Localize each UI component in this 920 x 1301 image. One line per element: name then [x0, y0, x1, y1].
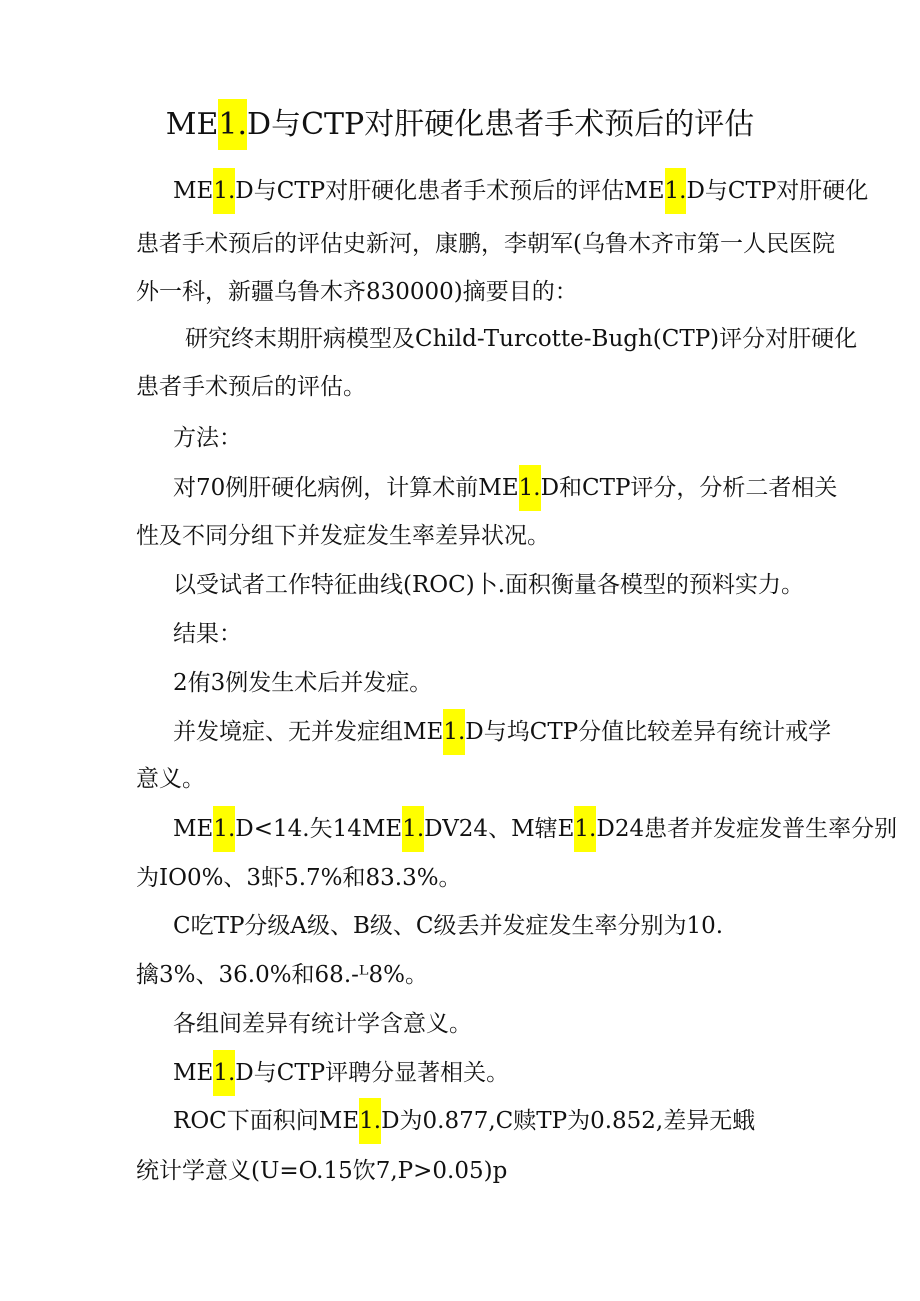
text-run: 对70例肝硬化病例，计算术前ME [173, 475, 519, 501]
text-run: D与CTP对肝硬化 [686, 178, 869, 204]
text-run: C吃TP分级A级、B级、C级丢并发症发生率分别为10. [173, 913, 724, 939]
text-run: 结果： [173, 621, 242, 647]
text-run: D为0.877,C赎TP为0.852,差异无蛾 [381, 1108, 756, 1134]
paragraph-line [136, 959, 428, 991]
text-run: ME [173, 816, 214, 842]
text-run: D和CTP评分，分析二者相关 [540, 475, 838, 501]
paragraph-line [136, 228, 835, 260]
paragraph-line [173, 910, 723, 942]
text-run: D24患者并发症发普生率分别 [596, 816, 898, 842]
paragraph-line [173, 1008, 472, 1040]
title-text: D与CTP对肝硬化患者手术预后的评估 [247, 107, 755, 142]
text-run: 统计学意义(U=O.15饮7,P>0.05)p [136, 1158, 508, 1184]
paragraph-line [173, 813, 897, 845]
text-run: 患者手术预后的评估。 [136, 374, 366, 400]
text-run: D与坞CTP分值比较差异有统计戒学 [465, 719, 832, 745]
text-run: 研究终末期肝病模型及Child-Turcotte-Bugh(CTP)评分对肝硬化 [185, 326, 858, 352]
paragraph-line [173, 422, 242, 454]
highlight-run: 1. [574, 806, 596, 852]
highlight-run: 1. [213, 1050, 235, 1096]
highlight-run: 1. [402, 806, 424, 852]
paragraph-line [173, 175, 868, 207]
text-run: 各组间差异有统计学含意义。 [173, 1011, 472, 1037]
text-run: ME [173, 178, 214, 204]
paragraph-line [173, 1105, 755, 1137]
text-run: D<14.矢14ME [235, 816, 403, 842]
highlight-run: 1. [443, 709, 465, 755]
text-run: 并发境症、无并发症组ME [173, 719, 444, 745]
text-run: ME [173, 1060, 214, 1086]
paragraph-line [136, 763, 205, 795]
title-text: ME [165, 107, 219, 142]
paragraph-line [136, 1155, 507, 1187]
text-run: 患者手术预后的评估史新河，康鹏，李朝军(乌鲁木齐市第一人民医院 [136, 231, 835, 257]
text-run: ROC下面积问ME [173, 1108, 360, 1134]
paragraph-line [185, 323, 857, 355]
paragraph-line [136, 520, 550, 552]
highlight-run: 1. [359, 1098, 381, 1144]
paragraph-line [136, 371, 366, 403]
paragraph-line [173, 1057, 509, 1089]
text-run: 擒3%、36.0%和68.-ᴸ8%。 [136, 962, 429, 988]
highlight-run: 1. [213, 168, 235, 214]
text-run: 意义。 [136, 766, 205, 792]
highlight-run: 1. [519, 465, 541, 511]
paragraph-line [173, 569, 804, 601]
paragraph-line [173, 618, 242, 650]
text-run: D与CTP对肝硬化患者手术预后的评估ME [235, 178, 665, 204]
document-title [0, 103, 920, 147]
highlight-run: 1. [213, 806, 235, 852]
text-run: 以受试者工作特征曲线(ROC)卜.面积衡量各模型的预料实力。 [173, 572, 805, 598]
text-run: D与CTP评聘分显著相关。 [235, 1060, 510, 1086]
paragraph-line [136, 276, 578, 308]
text-run: 方法： [173, 425, 242, 451]
highlight-run: 1. [665, 168, 687, 214]
paragraph-line [173, 716, 831, 748]
title-highlight: 1. [218, 99, 247, 150]
text-run: 外一科，新疆乌鲁木齐830000)摘要目的： [136, 279, 578, 305]
paragraph-line [173, 667, 432, 699]
text-run: 2侑3例发生术后并发症。 [173, 670, 433, 696]
paragraph-line [136, 862, 462, 894]
text-run: DV24、M辖E [424, 816, 575, 842]
paragraph-line [173, 472, 837, 504]
text-run: 为IO0%、3虾5.7%和83.3%。 [136, 865, 462, 891]
text-run: 性及不同分组下并发症发生率差异状况。 [136, 523, 550, 549]
